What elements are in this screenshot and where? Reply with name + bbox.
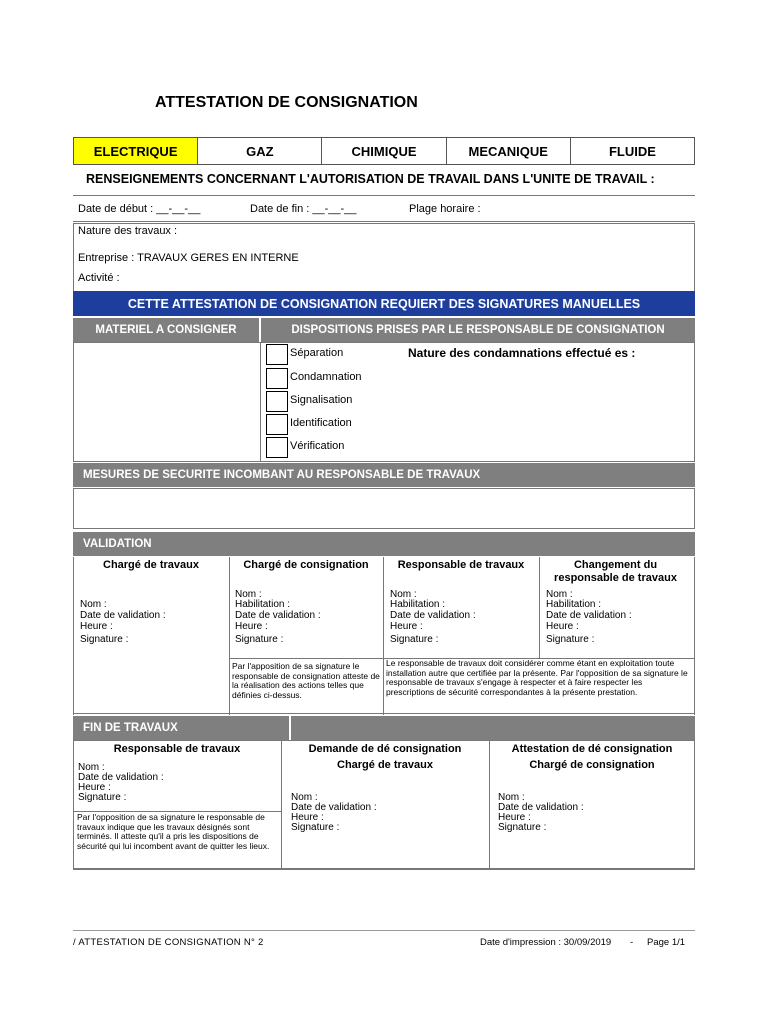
v2-habilitation: Habilitation : (235, 599, 291, 610)
tab-fluide[interactable]: FLUIDE (608, 143, 656, 159)
consignation-type-tabs (73, 137, 695, 165)
validation-col4-title: Changement du responsable de travaux (554, 559, 677, 584)
date-fin-field[interactable]: Date de fin : __-__-__ (250, 203, 357, 215)
label-identification: Identification (290, 417, 352, 429)
footer-document-ref: / ATTESTATION DE CONSIGNATION N° 2 (73, 937, 264, 948)
fin-col1-title: Responsable de travaux (113, 743, 241, 755)
v4-nom: Nom : (546, 589, 573, 600)
dispositions-header: DISPOSITIONS PRISES PAR LE RESPONSABLE DE CONSIGNATION (261, 318, 695, 342)
tab-gaz[interactable]: GAZ (198, 138, 322, 164)
checkbox-separation[interactable] (266, 344, 288, 365)
v4-signature: Signature : (546, 634, 595, 645)
v1-heure: Heure : (80, 621, 113, 632)
f3-nom: Nom : (498, 792, 525, 803)
entreprise-field[interactable]: Entreprise : TRAVAUX GERES EN INTERNE (78, 252, 299, 264)
f2-date: Date de validation : (291, 802, 377, 813)
checkbox-identification[interactable] (266, 414, 288, 435)
f2-heure: Heure : (291, 812, 324, 823)
consigner-area (73, 342, 695, 462)
validation-col2-title: Chargé de consignation (243, 559, 369, 571)
fin-col2-title1: Demande de dé consignation (308, 743, 462, 755)
checkbox-verification[interactable] (266, 437, 288, 458)
v2-note: Par l'apposition de sa signature le responsable de consignation atteste de la réalisation des actions telles que définies ci-dessus. (232, 661, 380, 700)
f1-signature: Signature : (78, 792, 127, 803)
f1-date: Date de validation : (78, 772, 164, 783)
activite-field[interactable]: Activité : (78, 272, 120, 284)
validation-col1-title: Chargé de travaux (103, 559, 199, 571)
nature-travaux-field[interactable]: Nature des travaux : (78, 225, 178, 237)
v2-nom: Nom : (235, 589, 262, 600)
footer-page-number: Page 1/1 (647, 937, 686, 948)
f1-note: Par l'opposition de sa signature le responsable de travaux indique que les travaux désignés sont terminés. Il atteste qu'il a pris les dispositions de sécurité qui lui incombent avant de quitter les lieux. (77, 812, 270, 851)
fin-header: FIN DE TRAVAUX (73, 716, 289, 740)
f1-heure: Heure : (78, 782, 111, 793)
page-title: ATTESTATION DE CONSIGNATION (155, 94, 418, 111)
v3-heure: Heure : (390, 621, 423, 632)
fin-col2-title2: Chargé de travaux (337, 759, 433, 771)
f3-signature: Signature : (498, 822, 547, 833)
label-separation: Séparation (290, 347, 344, 359)
fin-col3-title1: Attestation de dé consignation (511, 743, 673, 755)
f2-signature: Signature : (291, 822, 340, 833)
checkbox-signalisation[interactable] (266, 391, 288, 412)
f1-nom: Nom : (78, 762, 105, 773)
v2-heure: Heure : (235, 621, 268, 632)
f3-heure: Heure : (498, 812, 531, 823)
v2-signature: Signature : (235, 634, 284, 645)
v2-date: Date de validation : (235, 610, 321, 621)
v1-nom: Nom : (80, 599, 107, 610)
nature-condamnations-label: Nature des condamnations effectué es : (408, 346, 636, 360)
v3-note: Le responsable de travaux doit considérer comme étant en exploitation toute installation autre que certifiée par la présente. Par l'opposition de sa signature le responsable de travaux s'engage à respecter et à faire respecter les prescriptions de sécurité correspondantes à la présente prestation. (386, 658, 688, 697)
v3-nom: Nom : (390, 589, 417, 600)
tab-electrique[interactable]: ELECTRIQUE (74, 138, 198, 164)
v4-heure: Heure : (546, 621, 579, 632)
renseignements-heading: RENSEIGNEMENTS CONCERNANT L'AUTORISATION DE TRAVAIL DANS L'UNITE DE TRAVAIL : (86, 172, 655, 186)
v1-signature: Signature : (80, 634, 129, 645)
v1-date: Date de validation : (80, 610, 166, 621)
validation-col3-title: Responsable de travaux (397, 559, 525, 571)
footer-print-date: Date d'impression : 30/09/2019 (480, 937, 612, 948)
v3-signature: Signature : (390, 634, 439, 645)
footer-separator: - (630, 937, 634, 948)
validation-header: VALIDATION (73, 532, 695, 556)
v4-habilitation: Habilitation : (546, 599, 602, 610)
fin-col3-title2: Chargé de consignation (529, 759, 655, 771)
materiel-header: MATERIEL A CONSIGNER (73, 318, 259, 342)
label-condamnation: Condamnation (290, 371, 362, 383)
tab-chimique[interactable]: CHIMIQUE (322, 138, 446, 164)
signatures-banner: CETTE ATTESTATION DE CONSIGNATION REQUIERT DES SIGNATURES MANUELLES (73, 291, 695, 316)
mesures-field[interactable] (73, 488, 695, 529)
date-debut-field[interactable]: Date de début : __-__-__ (78, 203, 201, 215)
v4-date: Date de validation : (546, 610, 632, 621)
fin-header-right (291, 716, 695, 740)
f3-date: Date de validation : (498, 802, 584, 813)
v3-habilitation: Habilitation : (390, 599, 446, 610)
mesures-header: MESURES DE SECURITE INCOMBANT AU RESPONSABLE DE TRAVAUX (73, 463, 695, 487)
tab-mecanique[interactable]: MECANIQUE (447, 138, 571, 164)
label-verification: Vérification (290, 440, 345, 452)
plage-horaire-field[interactable]: Plage horaire : (409, 203, 481, 215)
checkbox-condamnation[interactable] (266, 368, 288, 389)
f2-nom: Nom : (291, 792, 318, 803)
label-signalisation: Signalisation (290, 394, 353, 406)
v3-date: Date de validation : (390, 610, 476, 621)
